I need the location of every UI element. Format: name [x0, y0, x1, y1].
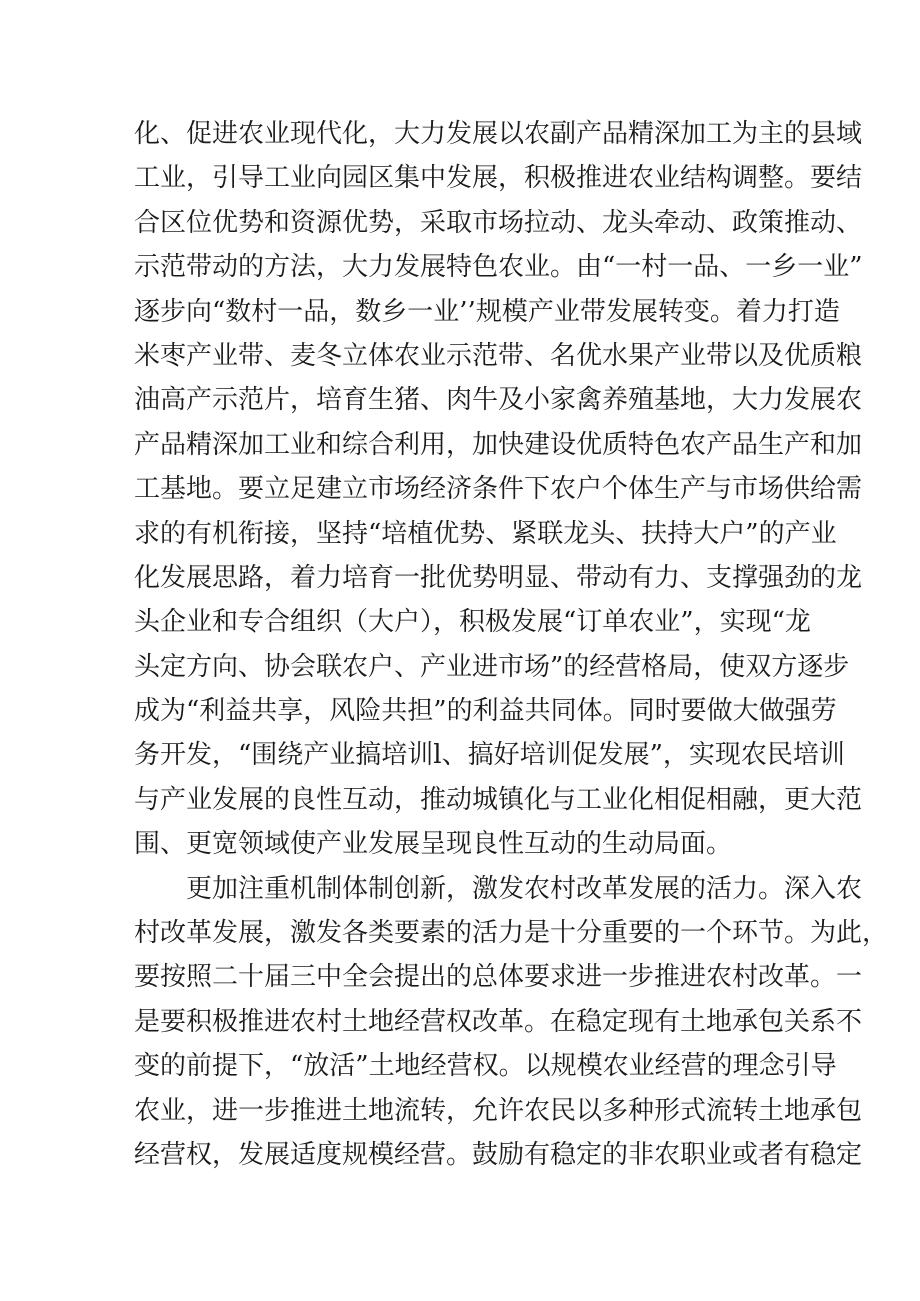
- text-line: 经营权，发展适度规模经营。鼓励有稳定的非农职业或者有稳定: [134, 1139, 863, 1170]
- text-line: 产品精深加工业和综合利用，加快建设优质特色农产品生产和加: [134, 429, 863, 460]
- paragraph-end-line: 围、更宽领域使产业发展呈现良性互动的生动局面。: [134, 829, 733, 860]
- text-line: 逐步向“数村一品，数乡一业’’规模产业带发展转变。着力打造: [134, 296, 840, 327]
- text-line: 示范带动的方法，大力发展特色农业。由“一村一品、一乡一业”: [134, 252, 863, 283]
- text-line: 与产业发展的良性互动，推动城镇化与工业化相促相融，更大范: [134, 784, 863, 815]
- text-line: 化、促进农业现代化，大力发展以农副产品精深加工为主的县域: [134, 119, 863, 149]
- text-line: 头企业和专合组织（大户），积极发展“订单农业”，实现“龙: [134, 607, 811, 638]
- text-line: 合区位优势和资源优势，采取市场拉动、龙头牵动、政策推动、: [134, 207, 863, 238]
- text-line: 头定方向、协会联农户、产业进市场”的经营格局，使双方逐步: [134, 651, 850, 682]
- body-text: [134, 112, 889, 1177]
- text-line: 化发展思路，着力培育一批优势明显、带动有力、支撑强劲的龙: [134, 562, 863, 593]
- text-line: 变的前提下，“放活”土地经营权。以规模农业经营的理念引导: [134, 1051, 837, 1082]
- text-line: 农业，进一步推进土地流转，允许农民以多种形式流转土地承包: [134, 1095, 863, 1126]
- text-line: 务开发，“围绕产业搞培训l、搞好培训促发展”，实现农民培训: [134, 740, 845, 771]
- text-line: 要按照二十届三中全会提出的总体要求进一步推进农村改革。一: [134, 962, 863, 993]
- text-line: 是要积极推进农村土地经营权改革。在稳定现有土地承包关系不: [134, 1006, 863, 1037]
- text-line: 油高产示范片，培育生猪、肉牛及小家禽养殖基地，大力发展农: [134, 385, 863, 416]
- text-line: 工业，引导工业向园区集中发展，积极推进农业结构调整。要结: [134, 163, 863, 194]
- text-line: 求的有机衔接，坚持“培植优势、紧联龙头、扶持大户”的产业: [134, 518, 837, 549]
- text-line: 米枣产业带、麦冬立体农业示范带、名优水果产业带以及优质粮: [134, 340, 863, 371]
- text-line: 村改革发展，激发各类要素的活力是十分重要的一个环节。为此，: [134, 918, 889, 949]
- text-line: 工基地。要立足建立市场经济条件下农户个体生产与市场供给需: [134, 474, 863, 505]
- paragraph-first-line: 更加注重机制体制创新，激发农村改革发展的活力。深入农: [186, 873, 863, 904]
- text-line: 成为“利益共享，风险共担”的利益共同体。同时要做大做强劳: [134, 696, 837, 727]
